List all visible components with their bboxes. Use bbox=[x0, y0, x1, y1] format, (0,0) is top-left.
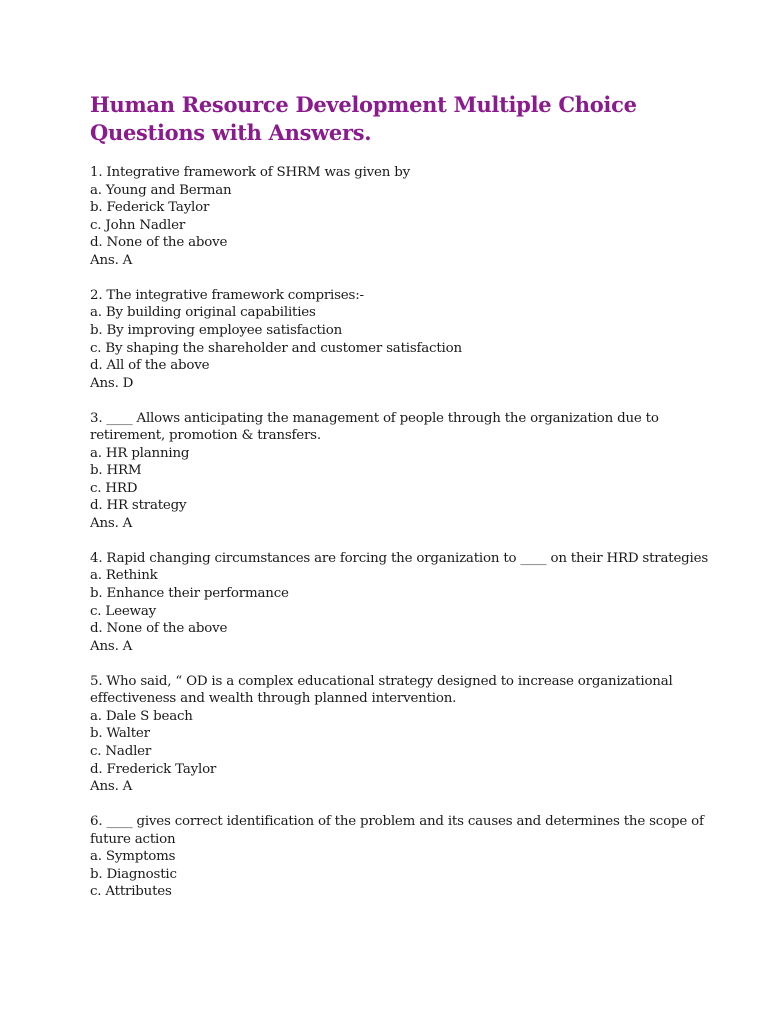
question-prompt: 5. Who said, “ OD is a complex educational strategy designed to increase organizational effectiveness and wealth through planned intervention. bbox=[90, 673, 673, 707]
answer-option: d. HR strategy bbox=[90, 498, 187, 514]
answer-option: b. Enhance their performance bbox=[90, 586, 289, 602]
answer-option: c. Nadler bbox=[90, 743, 152, 759]
question-block bbox=[90, 813, 720, 901]
question-block bbox=[90, 164, 720, 270]
question-block bbox=[90, 673, 720, 796]
answer-option: b. Diagnostic bbox=[90, 866, 177, 882]
correct-answer: Ans. A bbox=[90, 779, 133, 795]
answer-option: c. By shaping the shareholder and customer satisfaction bbox=[90, 340, 462, 356]
answer-option: d. Frederick Taylor bbox=[90, 761, 217, 777]
answer-option: a. Dale S beach bbox=[90, 708, 193, 724]
answer-option: b. By improving employee satisfaction bbox=[90, 322, 343, 338]
question-prompt: 3. ____ Allows anticipating the management of people through the organization due to retirement, promotion & transfers. bbox=[90, 410, 659, 444]
question-list bbox=[90, 164, 720, 918]
question-prompt: 6. ____ gives correct identification of the problem and its causes and determines the scope of future action bbox=[90, 813, 704, 847]
answer-option: c. John Nadler bbox=[90, 217, 186, 233]
answer-option: a. By building original capabilities bbox=[90, 305, 316, 321]
answer-option: a. Symptoms bbox=[90, 849, 176, 865]
question-block bbox=[90, 550, 720, 656]
correct-answer: Ans. A bbox=[90, 638, 133, 654]
answer-option: a. HR planning bbox=[90, 445, 190, 461]
correct-answer: Ans. D bbox=[90, 375, 134, 391]
question-prompt: 2. The integrative framework comprises:- bbox=[90, 287, 364, 303]
question-prompt: 1. Integrative framework of SHRM was given by bbox=[90, 165, 410, 180]
answer-option: c. Leeway bbox=[90, 603, 156, 619]
question-block bbox=[90, 287, 720, 393]
correct-answer: Ans. A bbox=[90, 252, 133, 268]
answer-option: d. None of the above bbox=[90, 235, 228, 251]
answer-option: a. Rethink bbox=[90, 568, 158, 584]
answer-option: b. HRM bbox=[90, 463, 142, 479]
answer-option: b. Walter bbox=[90, 726, 150, 742]
page-title: Human Resource Development Multiple Choice Questions with Answers. bbox=[90, 92, 637, 145]
answer-option: c. Attributes bbox=[90, 884, 172, 900]
answer-option: d. None of the above bbox=[90, 621, 228, 637]
correct-answer: Ans. A bbox=[90, 516, 133, 532]
answer-option: d. All of the above bbox=[90, 358, 210, 374]
answer-option: c. HRD bbox=[90, 480, 138, 496]
answer-option: b. Federick Taylor bbox=[90, 200, 210, 216]
question-prompt: 4. Rapid changing circumstances are forcing the organization to ____ on their HRD strategies bbox=[90, 550, 709, 566]
answer-option: a. Young and Berman bbox=[90, 182, 232, 198]
question-block bbox=[90, 410, 720, 533]
